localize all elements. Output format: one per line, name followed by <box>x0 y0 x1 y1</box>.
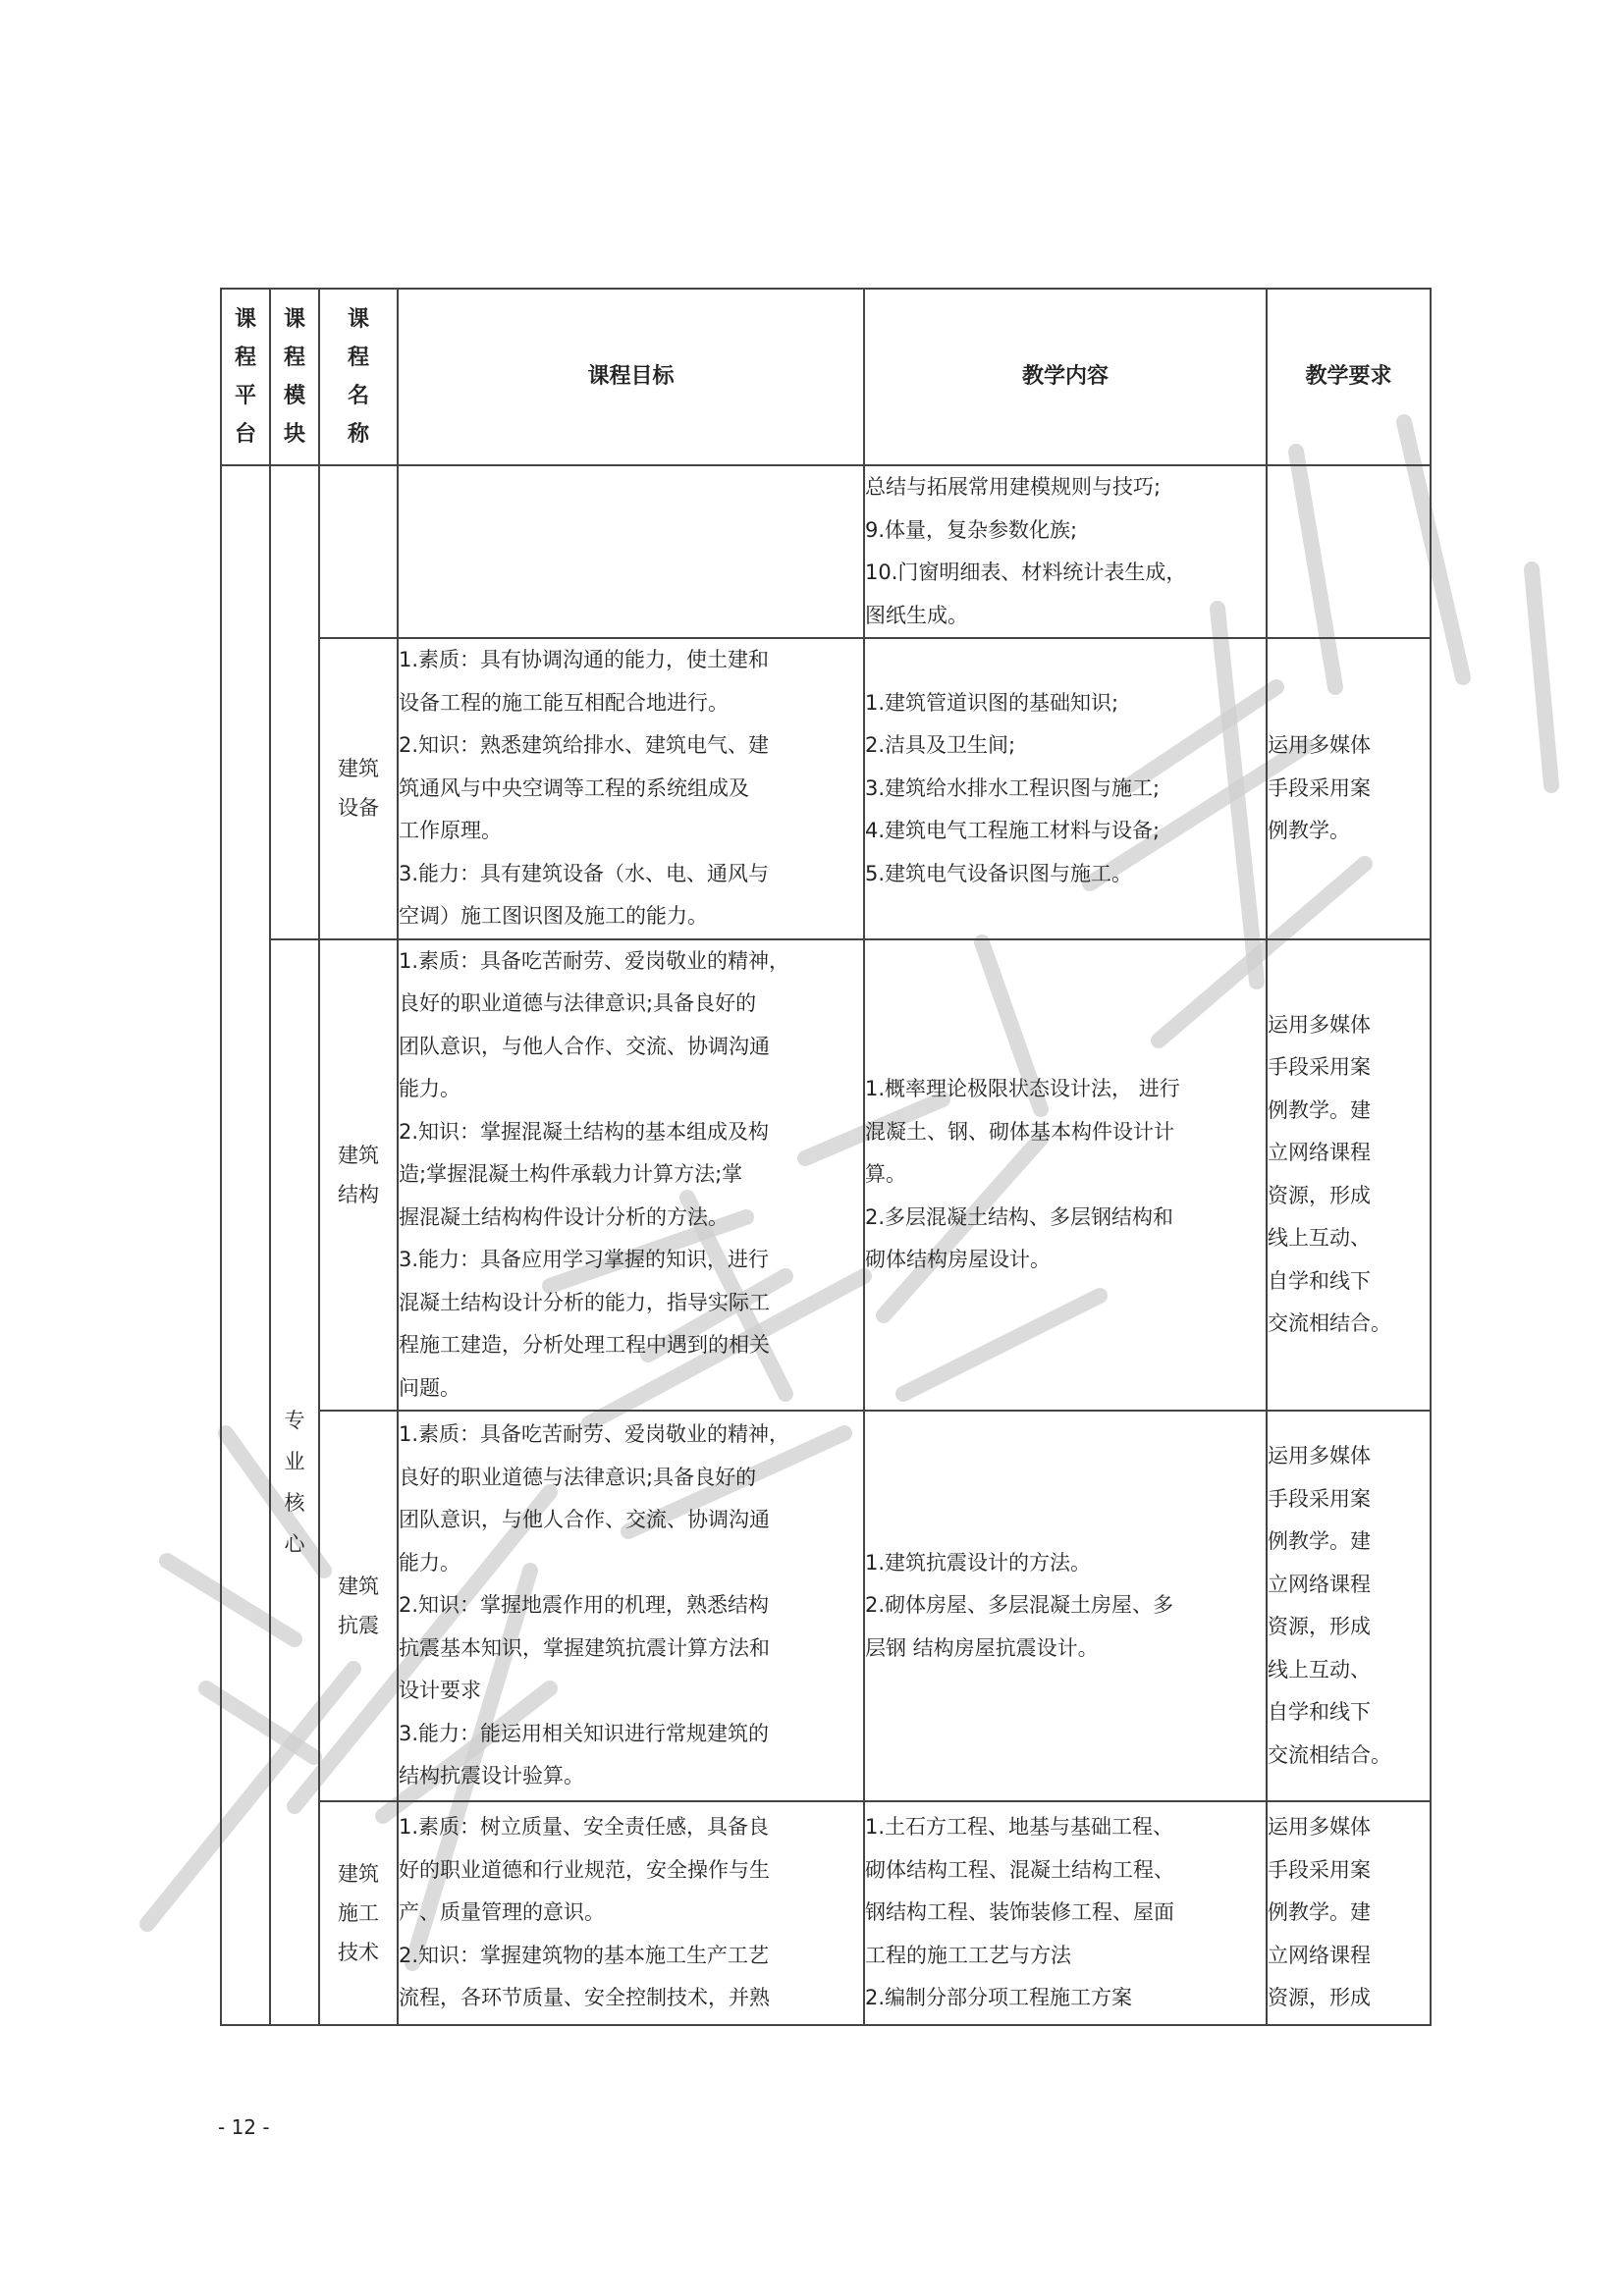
header-name: 课 程 名 称 <box>319 289 398 465</box>
content-structure: 1.概率理论极限状态设计法， 进行 混凝土、钢、砌体基本构件设计计 算。 2.多层混凝土结构、多层钢结构和 砌体结构房屋设计。 <box>864 939 1267 1412</box>
header-module: 课 程 模 块 <box>270 289 319 465</box>
header-requirement: 教学要求 <box>1267 289 1431 465</box>
goal-equipment: 1.素质：具有协调沟通的能力，使土建和 设备工程的施工能互相配合地进行。 2.知识：熟悉建筑给排水、建筑电气、建 筑通风与中央空调等工程的系统组成及 工作原理。 3.能力：具有建筑设备（水、电、通风与 空调）施工图识图及施工的能力。 <box>398 638 864 939</box>
header-platform: 课 程 平 台 <box>221 289 270 465</box>
goal-structure: 1.素质：具备吃苦耐劳、爱岗敬业的精神， 良好的职业道德与法律意识;具备良好的 团队意识，与他人合作、交流、协调沟通 能力。 2.知识：掌握混凝土结构的基本组成及构 造;掌握混凝土构件承载力计算方法;掌 握混凝土结构构件设计分析的方法。 3.能力：具备应用学习掌握的知识，进行 混凝土结构设计分析的能力，指导实际工 程施工建造，分析处理工程中遇到的相关 问题。 <box>398 939 864 1412</box>
content-seismic: 1.建筑抗震设计的方法。 2.砌体房屋、多层混凝土房屋、多 层钢 结构房屋抗震设计。 <box>864 1411 1267 1801</box>
header-row <box>221 289 1431 465</box>
table-row-equipment <box>221 638 1431 939</box>
requirement-equipment: 运用多媒体 手段采用案 例教学。 <box>1267 638 1431 939</box>
course-name-equipment: 建筑 设备 <box>319 638 398 939</box>
goal-cell-continued <box>398 465 864 638</box>
name-cell-continued <box>319 465 398 638</box>
goal-construction: 1.素质：树立质量、安全责任感，具备良 好的职业道德和行业规范，安全操作与生 产、质量管理的意识。 2.知识：掌握建筑物的基本施工生产工艺 流程，各环节质量、安全控制技术，并熟 <box>398 1801 864 2025</box>
table-row-construction <box>221 1801 1431 2025</box>
content-construction: 1.土石方工程、地基与基础工程、 砌体结构工程、混凝土结构工程、 钢结构工程、装饰装修工程、屋面 工程的施工工艺与方法 2.编制分部分项工程施工方案 <box>864 1801 1267 2025</box>
requirement-cell-continued <box>1267 465 1431 638</box>
content-equipment: 1.建筑管道识图的基础知识; 2.洁具及卫生间; 3.建筑给水排水工程识图与施工; 4.建筑电气工程施工材料与设备; 5.建筑电气设备识图与施工。 <box>864 638 1267 939</box>
header-goal: 课程目标 <box>398 289 864 465</box>
goal-seismic: 1.素质：具备吃苦耐劳、爱岗敬业的精神， 良好的职业道德与法律意识;具备良好的 团队意识，与他人合作、交流、协调沟通 能力。 2.知识：掌握地震作用的机理，熟悉结构 抗震基本知识，掌握建筑抗震计算方法和 设计要求 3.能力：能运用相关知识进行常规建筑的 结构抗震设计验算。 <box>398 1411 864 1801</box>
content-cell-continued: 总结与拓展常用建模规则与技巧; 9.体量，复杂参数化族; 10.门窗明细表、材料统计表生成， 图纸生成。 <box>864 465 1267 638</box>
requirement-seismic: 运用多媒体 手段采用案 例教学。建 立网络课程 资源，形成 线上互动、 自学和线下 交流相结合。 <box>1267 1411 1431 1801</box>
platform-cell <box>221 465 270 2025</box>
course-name-structure: 建筑 结构 <box>319 939 398 1412</box>
table-row-seismic <box>221 1411 1431 1801</box>
header-content: 教学内容 <box>864 289 1267 465</box>
module-core: 专 业 核 心 <box>270 939 319 2026</box>
table-row-continued <box>221 465 1431 638</box>
module-cell-prev <box>270 465 319 939</box>
requirement-construction: 运用多媒体 手段采用案 例教学。建 立网络课程 资源，形成 <box>1267 1801 1431 2025</box>
table-row-structure <box>221 939 1431 1412</box>
curriculum-table <box>220 288 1432 2026</box>
page-number: - 12 - <box>218 2115 270 2139</box>
course-name-construction: 建筑 施工 技术 <box>319 1801 398 2025</box>
course-name-seismic: 建筑 抗震 <box>319 1411 398 1801</box>
requirement-structure: 运用多媒体 手段采用案 例教学。建 立网络课程 资源，形成 线上互动、 自学和线下 交流相结合。 <box>1267 939 1431 1412</box>
